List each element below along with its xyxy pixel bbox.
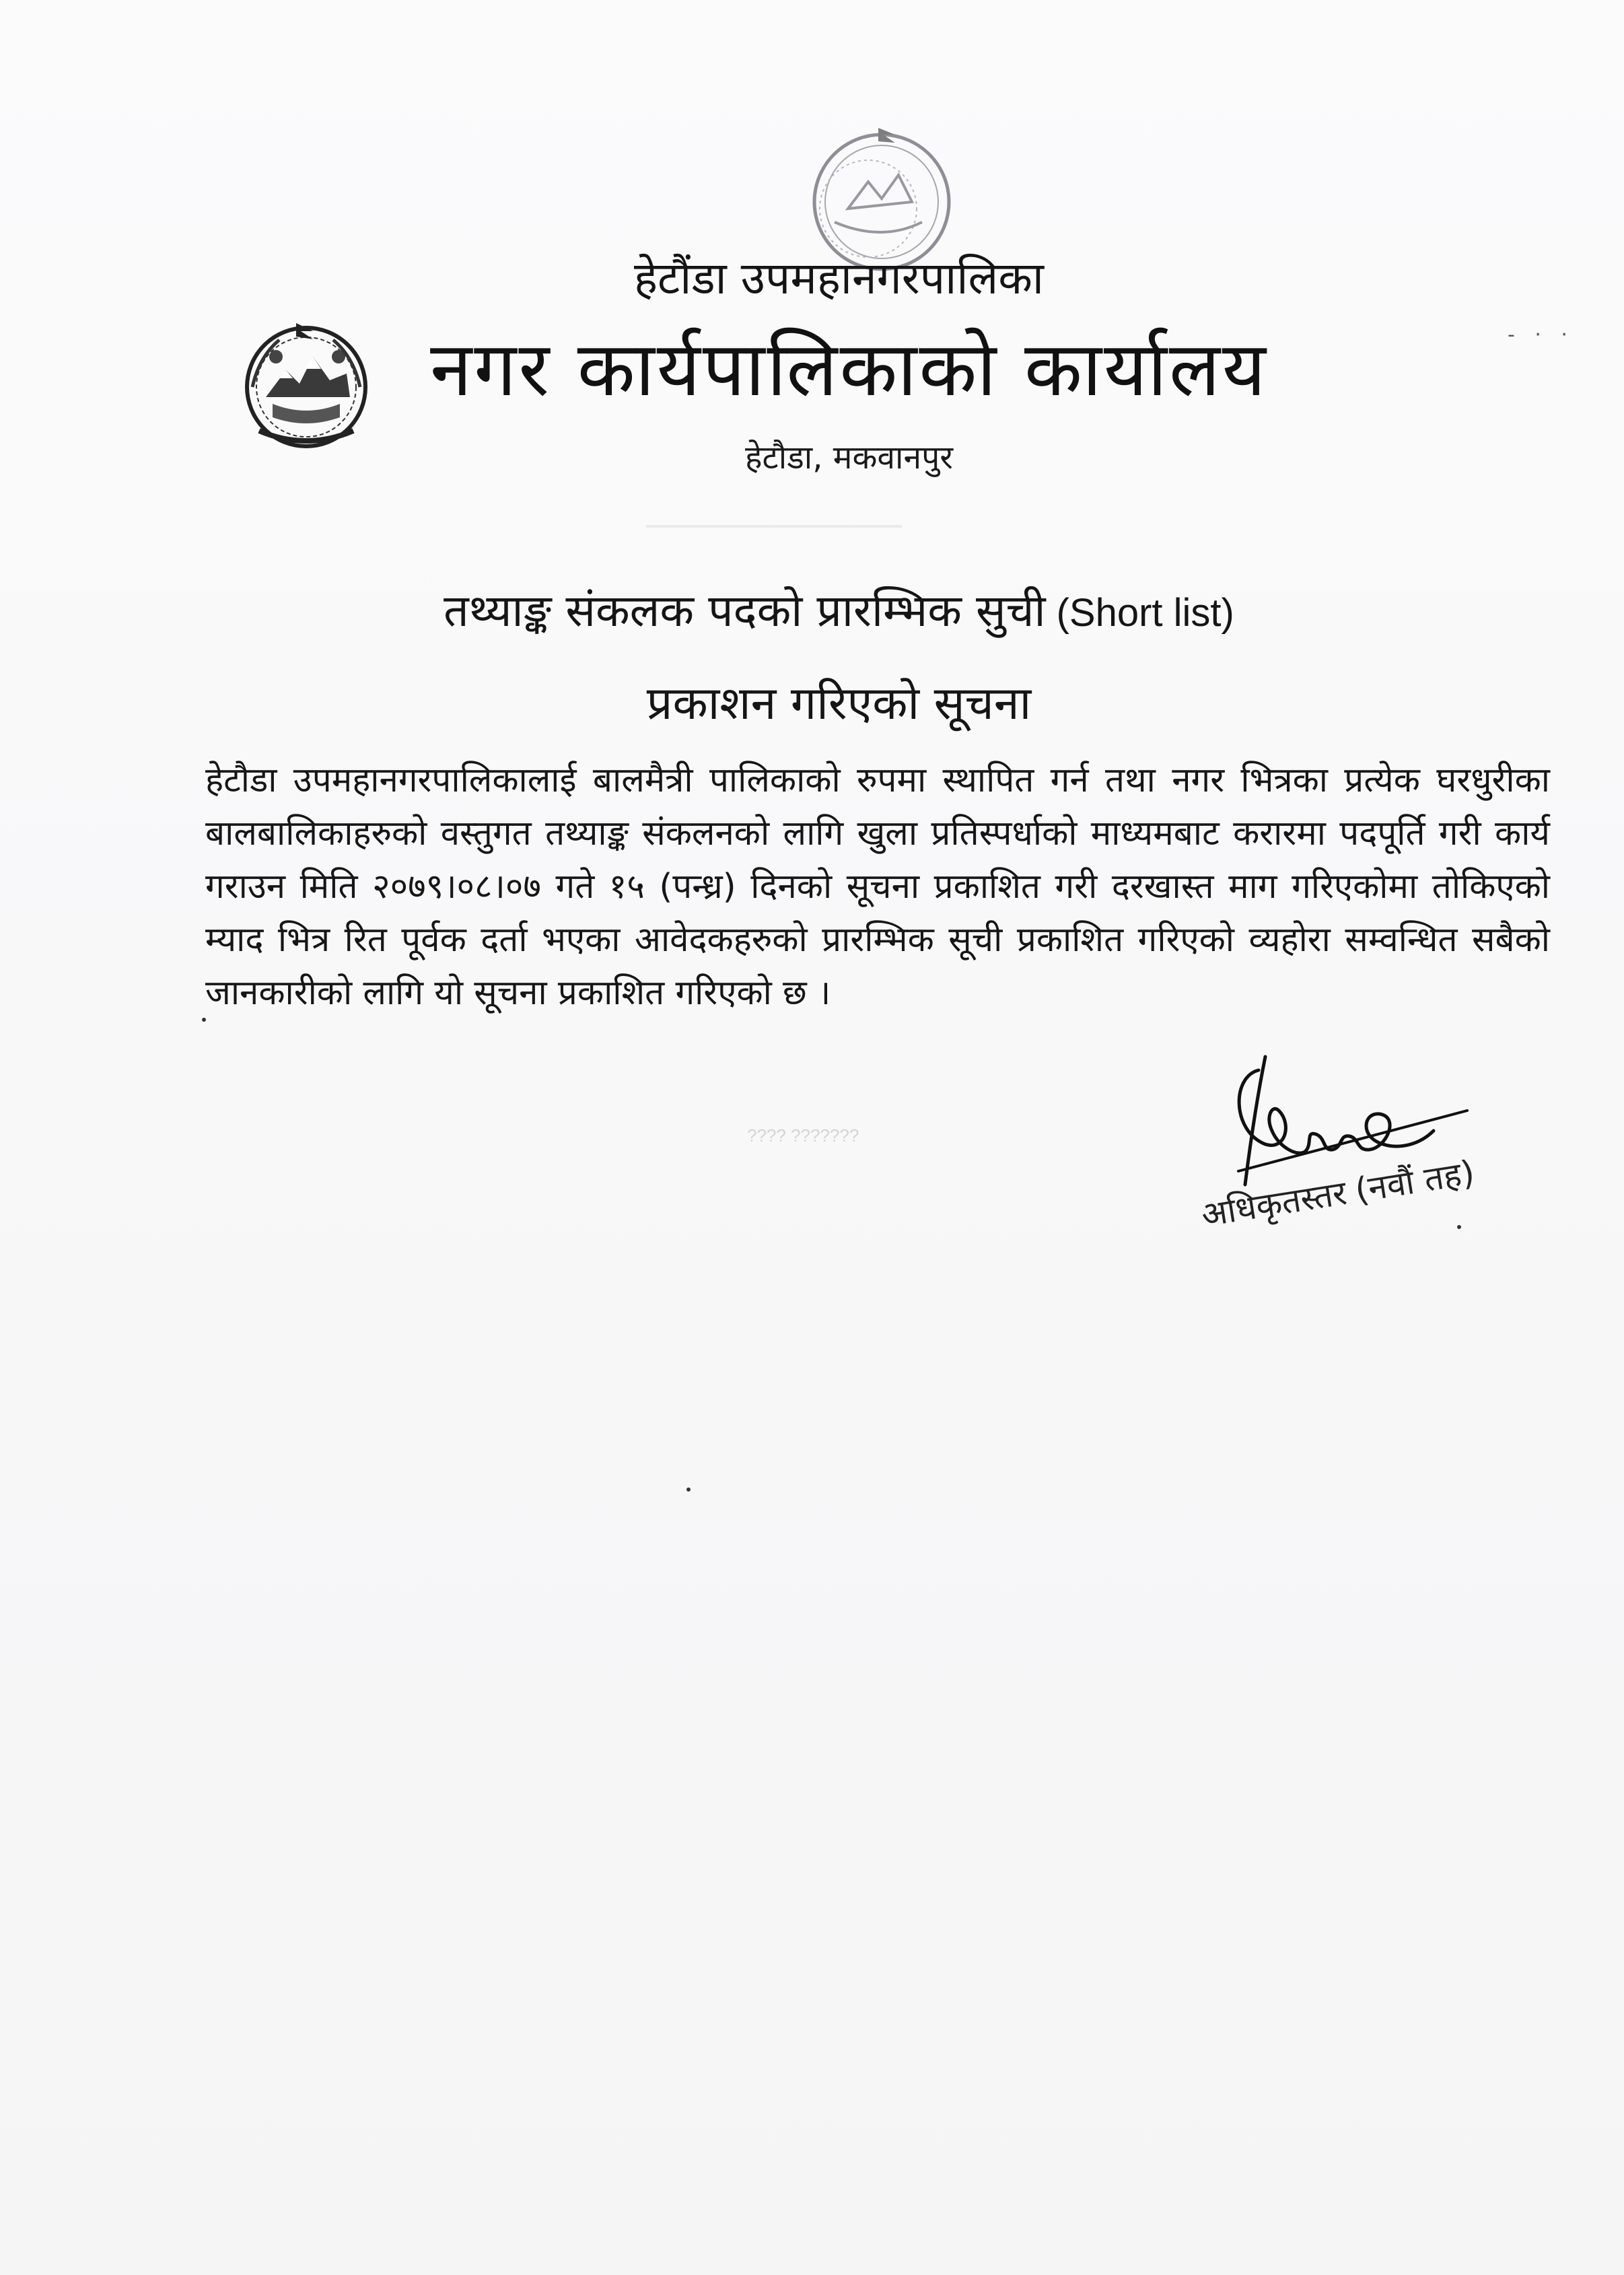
municipality-name: हेटौंडा उपमहानगरपालिका <box>633 252 1045 304</box>
office-name: नगर कार्यपालिकाको कार्यालय <box>430 326 1268 413</box>
notice-body: हेटौडा उपमहानगरपालिकालाई बालमैत्री पालिकाको रुपमा स्थापित गर्न तथा नगर भित्रका प्रत्येक घरधुरीका बालबालिकाहरुको वस्तुगत तथ्याङ्क संकलनको लागि खुला प्रतिस्पर्धाको माध्यमबाट करारमा पदपूर्ति गरी कार्य गराउन मिति २०७९।०८।०७ गते १५ (पन्ध्र) दिनको सूचना प्रकाशित गरी दरखास्त माग गरिएकोमा तोकिएको म्याद भित्र रित पूर्वक दर्ता भएका आवेदकहरुको प्रारम्भिक सूची प्रकाशित गरिएको व्यहोरा सम्वन्धित सबैको जानकारीको लागि यो सूचना प्रकाशित गरिएको छ । <box>205 761 1550 1013</box>
notice-title-latin: (Short list) <box>1056 591 1234 635</box>
faint-divider <box>646 525 902 528</box>
scan-marks: - · · <box>1508 323 1574 347</box>
scan-dot <box>202 1018 206 1022</box>
faint-mark: ???? ??????? <box>747 1125 859 1146</box>
signatory-rank: (नवौं तह) <box>1352 1152 1477 1211</box>
notice-title <box>0 579 1624 639</box>
notice-title-text: तथ्याङ्क संकलक पदको प्रारम्भिक सुची <box>444 585 1046 637</box>
scan-dot <box>1457 1225 1461 1229</box>
notice-subtitle: प्रकाशन गरिएको सूचना <box>646 677 1032 730</box>
office-address: हेटौडा, मकवानपुर <box>745 439 953 477</box>
office-stamp <box>767 128 983 343</box>
signatory-title: अधिकृतस्तर <box>1199 1172 1349 1235</box>
scan-dot <box>686 1488 691 1492</box>
